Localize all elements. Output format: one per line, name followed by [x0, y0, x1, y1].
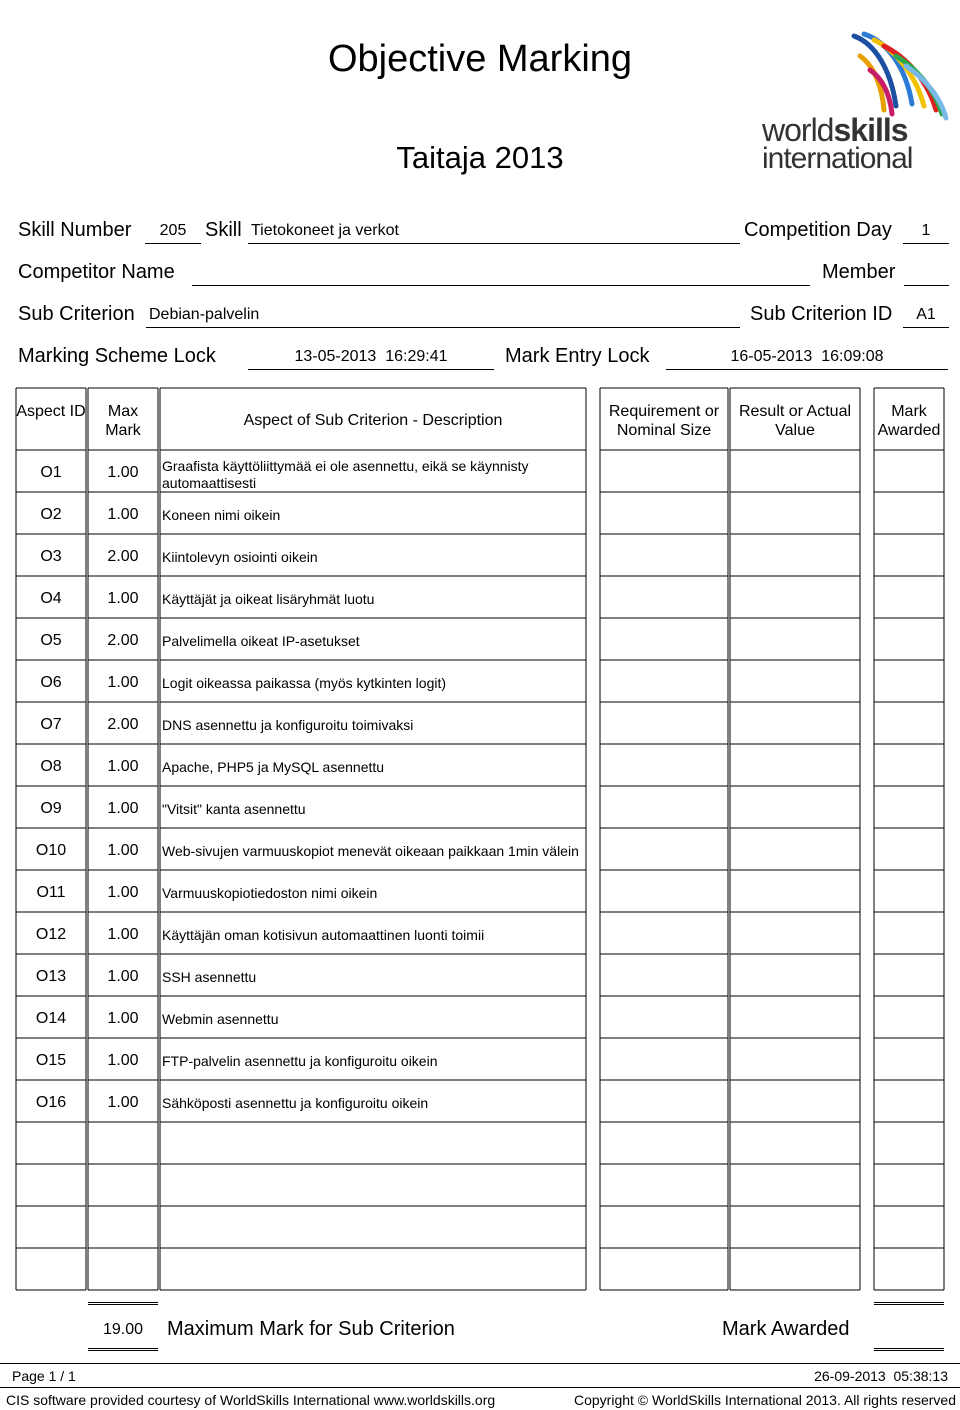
max-mark-cell: 2.00 [107, 548, 139, 565]
mark-awarded-cell[interactable] [874, 706, 944, 742]
competition-day-value: 1 [921, 222, 931, 239]
max-mark-cell: 1.00 [107, 800, 139, 817]
max-mark-cell: 1.00 [107, 1052, 139, 1069]
requirement-cell[interactable] [600, 790, 728, 826]
aspect-id-cell: O13 [35, 968, 67, 985]
aspect-id-cell: O16 [35, 1094, 67, 1111]
requirement-cell[interactable] [600, 538, 728, 574]
skill-value: Tietokoneet ja verkot [251, 222, 399, 239]
table-row [0, 1040, 960, 1082]
logo-international-text: international [762, 142, 913, 175]
software-credit: CIS software provided courtesy of WorldSkills International www.worldskills.org [6, 1392, 496, 1408]
mark-awarded-cell[interactable] [874, 1084, 944, 1120]
table-row [0, 746, 960, 788]
result-cell[interactable] [730, 748, 860, 784]
mark-awarded-cell[interactable] [874, 496, 944, 532]
competition-day-label: Competition Day [744, 219, 892, 241]
page-title: Objective Marking [327, 38, 633, 80]
page-number: Page 1 / 1 [12, 1368, 76, 1384]
column-header-max-mark: Max Mark [105, 403, 141, 439]
mark-awarded-cell[interactable] [874, 580, 944, 616]
description-cell: Sähköposti asennettu ja konfiguroitu oikein [162, 1095, 429, 1111]
requirement-cell[interactable] [600, 958, 728, 994]
requirement-cell[interactable] [600, 622, 728, 658]
requirement-cell[interactable] [600, 706, 728, 742]
mark-awarded-cell[interactable] [874, 1000, 944, 1036]
copyright-notice: Copyright © WorldSkills International 2013. All rights reserved [573, 1392, 956, 1408]
table-row [0, 452, 960, 494]
requirement-cell[interactable] [600, 1042, 728, 1078]
result-cell[interactable] [730, 1000, 860, 1036]
requirement-cell[interactable] [600, 580, 728, 616]
max-mark-cell: 1.00 [107, 674, 139, 691]
requirement-cell[interactable] [600, 832, 728, 868]
max-mark-cell: 1.00 [107, 590, 139, 607]
column-header-result: Result or Actual Value [738, 403, 852, 439]
max-mark-cell: 1.00 [107, 842, 139, 859]
requirement-cell[interactable] [600, 874, 728, 910]
max-mark-cell: 1.00 [107, 968, 139, 985]
max-mark-cell: 1.00 [107, 506, 139, 523]
max-mark-cell: 1.00 [107, 884, 139, 901]
competitor-name-label: Competitor Name [18, 261, 175, 283]
result-cell[interactable] [730, 916, 860, 952]
description-cell: Logit oikeassa paikassa (myös kytkinten logit) [162, 675, 447, 691]
mark-entry-lock-value: 16-05-2013 16:09:08 [730, 348, 884, 365]
max-mark-cell: 1.00 [107, 464, 139, 481]
description-cell: Käyttäjät ja oikeat lisäryhmät luotu [162, 591, 375, 607]
requirement-cell[interactable] [600, 496, 728, 532]
max-mark-cell: 1.00 [107, 758, 139, 775]
table-row [0, 704, 960, 746]
aspect-id-cell: O7 [40, 716, 62, 733]
max-mark-cell: 1.00 [107, 926, 139, 943]
description-cell: Web-sivujen varmuuskopiot menevät oikeaan paikkaan 1min välein [162, 843, 579, 859]
aspect-id-cell: O8 [40, 758, 62, 775]
column-header-mark-awarded: Mark Awarded [877, 403, 941, 439]
table-row [0, 914, 960, 956]
mark-awarded-cell[interactable] [874, 1042, 944, 1078]
description-cell: SSH asennettu [162, 969, 257, 985]
mark-awarded-cell[interactable] [874, 874, 944, 910]
max-mark-cell: 2.00 [107, 716, 139, 733]
requirement-cell[interactable] [600, 454, 728, 490]
result-cell[interactable] [730, 454, 860, 490]
aspect-id-cell: O5 [40, 632, 62, 649]
page-subtitle: Taitaja 2013 [396, 140, 564, 175]
table-row [0, 620, 960, 662]
mark-awarded-cell[interactable] [874, 454, 944, 490]
result-cell[interactable] [730, 1084, 860, 1120]
aspect-id-cell: O2 [40, 506, 62, 523]
logo-skills-text: skills [833, 112, 908, 148]
table-row [0, 788, 960, 830]
result-cell[interactable] [730, 832, 860, 868]
description-cell: FTP-palvelin asennettu ja konfiguroitu oikein [162, 1053, 438, 1069]
max-mark-cell: 1.00 [107, 1010, 139, 1027]
aspect-id-cell: O15 [35, 1052, 67, 1069]
marking-scheme-lock-value: 13-05-2013 16:29:41 [294, 348, 448, 365]
table-row [0, 956, 960, 998]
marking-scheme-lock-label: Marking Scheme Lock [18, 345, 216, 367]
sub-criterion-value: Debian-palvelin [149, 306, 260, 323]
table-row [0, 998, 960, 1040]
max-mark-cell: 2.00 [107, 632, 139, 649]
member-label: Member [822, 261, 896, 283]
column-header-description: Aspect of Sub Criterion - Description [243, 412, 503, 429]
aspect-id-cell: O11 [36, 884, 66, 901]
result-cell[interactable] [730, 874, 860, 910]
description-cell: Käyttäjän oman kotisivun automaattinen luonti toimii [162, 927, 485, 943]
description-cell: DNS asennettu ja konfiguroitu toimivaksi [162, 717, 414, 733]
aspect-id-cell: O4 [40, 590, 62, 607]
logo-world-text: world [762, 112, 834, 148]
result-cell[interactable] [730, 538, 860, 574]
column-header-aspect-id: Aspect ID [16, 403, 86, 420]
table-row [0, 830, 960, 872]
result-cell[interactable] [730, 958, 860, 994]
sub-criterion-label: Sub Criterion [18, 303, 135, 325]
max-mark-cell: 1.00 [107, 1094, 139, 1111]
mark-awarded-total-label: Mark Awarded [722, 1318, 850, 1340]
result-cell[interactable] [730, 496, 860, 532]
aspect-id-cell: O12 [35, 926, 67, 943]
max-mark-total-label: Maximum Mark for Sub Criterion [167, 1318, 455, 1340]
result-cell[interactable] [730, 622, 860, 658]
sub-criterion-id-value: A1 [916, 306, 936, 323]
skill-label: Skill [205, 219, 242, 241]
table-row [0, 1082, 960, 1124]
mark-awarded-cell[interactable] [874, 748, 944, 784]
aspect-id-cell: O3 [40, 548, 62, 565]
table-row [0, 578, 960, 620]
result-cell[interactable] [730, 580, 860, 616]
requirement-cell[interactable] [600, 916, 728, 952]
print-timestamp: 26-09-2013 05:38:13 [814, 1368, 948, 1384]
sub-criterion-id-label: Sub Criterion ID [750, 303, 893, 325]
result-cell[interactable] [730, 790, 860, 826]
table-row [0, 662, 960, 704]
mark-entry-lock-label: Mark Entry Lock [505, 345, 650, 367]
aspect-id-cell: O14 [35, 1010, 67, 1027]
table-row [0, 536, 960, 578]
aspect-id-cell: O10 [35, 842, 67, 859]
description-cell: Graafista käyttöliittymää ei ole asennettu, eikä se käynnisty automaattisesti [162, 458, 529, 491]
description-cell: Varmuuskopiotiedoston nimi oikein [162, 885, 378, 901]
description-cell: "Vitsit" kanta asennettu [162, 801, 306, 817]
skill-number-value: 205 [159, 222, 187, 239]
aspect-id-cell: O9 [40, 800, 62, 817]
max-mark-total: 19.00 [102, 1321, 144, 1338]
description-cell: Palvelimella oikeat IP-asetukset [162, 633, 360, 649]
skill-number-label: Skill Number [18, 219, 132, 241]
requirement-cell[interactable] [600, 664, 728, 700]
table-row [0, 872, 960, 914]
requirement-cell[interactable] [600, 1000, 728, 1036]
aspect-id-cell: O1 [40, 464, 62, 481]
table-row [0, 494, 960, 536]
description-cell: Koneen nimi oikein [162, 507, 281, 523]
result-cell[interactable] [730, 1042, 860, 1078]
result-cell[interactable] [730, 706, 860, 742]
mark-awarded-cell[interactable] [874, 790, 944, 826]
mark-awarded-cell[interactable] [874, 664, 944, 700]
column-header-requirement: Requirement or Nominal Size [608, 403, 720, 439]
mark-awarded-cell[interactable] [874, 916, 944, 952]
description-cell: Webmin asennettu [162, 1011, 279, 1027]
requirement-cell[interactable] [600, 748, 728, 784]
mark-awarded-cell[interactable] [874, 958, 944, 994]
mark-awarded-cell[interactable] [874, 622, 944, 658]
description-cell: Apache, PHP5 ja MySQL asennettu [162, 759, 385, 775]
requirement-cell[interactable] [600, 1084, 728, 1120]
result-cell[interactable] [730, 664, 860, 700]
mark-awarded-cell[interactable] [874, 538, 944, 574]
aspect-id-cell: O6 [40, 674, 62, 691]
mark-awarded-cell[interactable] [874, 832, 944, 868]
description-cell: Kiintolevyn osiointi oikein [162, 549, 318, 565]
